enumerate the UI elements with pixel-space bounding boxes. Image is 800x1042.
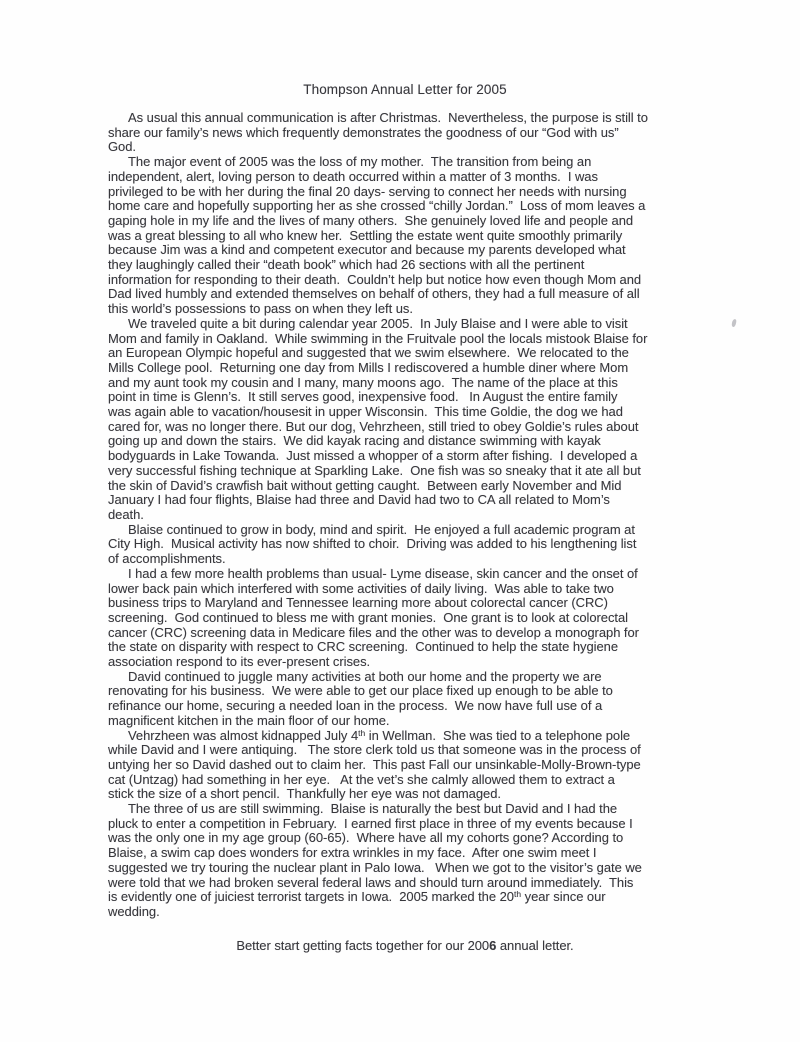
text-segment: suggested we try touring the nuclear plant in Palo Iowa. When we got to the visitor’s gate we bbox=[108, 859, 642, 875]
text-segment: Better start getting facts together for our 200 bbox=[236, 937, 490, 953]
text-segment: annual letter. bbox=[496, 937, 574, 953]
text-segment: share our family’s news which frequently demonstrates the goodness of our “God with us” bbox=[108, 124, 619, 140]
text-segment: Mills College pool. Returning one day from Mills I rediscovered a humble diner where Mom bbox=[108, 359, 629, 375]
text-segment: death. bbox=[108, 506, 144, 522]
text-line bbox=[108, 537, 702, 552]
text-segment: going up and down the stairs. We did kayak racing and distance swimming with kayak bbox=[108, 433, 601, 449]
letter-body bbox=[108, 111, 702, 920]
text-line bbox=[108, 567, 702, 582]
text-segment: refinance our home, securing a needed loan in the process. We now have full use of a bbox=[108, 698, 603, 714]
text-line bbox=[108, 773, 702, 788]
closing-line bbox=[108, 939, 702, 954]
text-segment: January I had four flights, Blaise had three and David had two to CA all related to Mom’s bbox=[108, 492, 610, 508]
text-line bbox=[108, 596, 702, 611]
text-line bbox=[108, 861, 702, 876]
text-segment: in Wellman. She was tied to a telephone pole bbox=[365, 727, 631, 743]
text-line bbox=[108, 611, 702, 626]
text-segment: We traveled quite a bit during calendar year 2005. In July Blaise and I were able to visit bbox=[128, 315, 628, 331]
text-segment: stick the size of a short pencil. Thankfully her eye was not damaged. bbox=[108, 786, 501, 802]
text-segment: screening. God continued to bless me with grant monies. One grant is to look at colorectal bbox=[108, 609, 629, 625]
text-line bbox=[108, 111, 702, 126]
text-segment: cancer (CRC) screening data in Medicare files and the other was to develop a monograph for bbox=[108, 624, 639, 640]
letter-title: Thompson Annual Letter for 2005 bbox=[303, 82, 507, 97]
text-line bbox=[108, 743, 702, 758]
text-line bbox=[108, 846, 702, 861]
text-segment: was the only one in my age group (60-65). Where have all my cohorts gone? According to bbox=[108, 830, 624, 846]
paragraph bbox=[108, 567, 702, 670]
text-line bbox=[108, 729, 702, 744]
text-segment: As usual this annual communication is after Christmas. Nevertheless, the purpose is still to bbox=[128, 110, 648, 125]
paragraph bbox=[108, 317, 702, 523]
text-segment: The three of us are still swimming. Blaise is naturally the best but David and I had the bbox=[128, 801, 618, 817]
text-segment: home care and hopefully supporting her as she crossed “chilly Jordan.” Loss of mom leaves a bbox=[108, 198, 646, 214]
text-line bbox=[108, 243, 702, 258]
text-segment: Blaise, a swim cap does wonders for extra wrinkles in my face. After one swim meet I bbox=[108, 845, 597, 861]
text-segment: association respond to its ever-present crises. bbox=[108, 654, 371, 670]
text-line bbox=[108, 493, 702, 508]
text-line bbox=[108, 626, 702, 641]
text-line bbox=[108, 346, 702, 361]
paragraph bbox=[108, 155, 702, 317]
text-segment: God. bbox=[108, 139, 136, 155]
text-segment: magnificent kitchen in the main floor of our home. bbox=[108, 712, 390, 728]
text-line bbox=[108, 655, 702, 670]
text-line bbox=[108, 420, 702, 435]
text-line bbox=[108, 670, 702, 685]
text-line bbox=[108, 317, 702, 332]
paragraph bbox=[108, 802, 702, 920]
text-line bbox=[108, 361, 702, 376]
paragraph bbox=[108, 670, 702, 729]
text-segment: cared for, was no longer there. But our dog, Vehrzheen, still tried to obey Goldie’s rules about bbox=[108, 418, 639, 434]
text-line bbox=[108, 890, 702, 905]
text-segment: were told that we had broken several federal laws and should turn around immediately. This bbox=[108, 874, 634, 890]
text-segment: an European Olympic hopeful and suggested that we swim elsewhere. We relocated to the bbox=[108, 345, 629, 361]
text-line bbox=[108, 714, 702, 729]
text-segment: 6 bbox=[489, 937, 497, 953]
text-segment: they laughingly called their “death book” which had 26 sections with all the pertinent bbox=[108, 257, 585, 273]
text-segment: privileged to be with her during the final 20 days- serving to connect her needs with nursing bbox=[108, 183, 627, 199]
text-line bbox=[108, 552, 702, 567]
text-segment: was a great blessing to all who knew her. Settling the estate went quite smoothly primarily bbox=[108, 227, 623, 243]
text-segment: City High. Musical activity has now shifted to choir. Driving was added to his lengthening list bbox=[108, 536, 637, 552]
text-segment: the skin of David’s crawfish bait without getting caught. Between early November and Mid bbox=[108, 477, 622, 493]
text-line bbox=[108, 508, 702, 523]
text-segment: independent, alert, loving person to death occurred within a matter of 3 months. I was bbox=[108, 168, 598, 184]
text-segment: bodyguards in Lake Towanda. Just missed a whopper of a storm after fishing. I developed a bbox=[108, 448, 638, 464]
text-segment: and my aunt took my cousin and I many, many moons ago. The name of the place at this bbox=[108, 374, 618, 390]
text-line bbox=[108, 185, 702, 200]
text-segment: very successful fishing technique at Sparkling Lake. One fish was so sneaky that it ate all but bbox=[108, 462, 641, 478]
text-segment: untying her so David dashed out to claim her. This past Fall our unsinkable-Molly-Brown-type bbox=[108, 756, 641, 772]
text-segment: Blaise continued to grow in body, mind and spirit. He enjoyed a full academic program at bbox=[128, 521, 635, 537]
superscript-text: th bbox=[513, 889, 522, 900]
text-segment: Vehrzheen was almost kidnapped July 4 bbox=[128, 727, 359, 743]
text-line bbox=[108, 126, 702, 141]
text-segment: renovating for his business. We were able to get our place fixed up enough to be able to bbox=[108, 683, 613, 699]
text-segment: of accomplishments. bbox=[108, 551, 226, 567]
text-segment: gaping hole in my life and the lives of many others. She genuinely loved life and people and bbox=[108, 212, 634, 228]
text-line bbox=[108, 699, 702, 714]
text-line bbox=[108, 449, 702, 464]
text-line bbox=[108, 479, 702, 494]
text-segment: Mom and family in Oakland. While swimming in the Fruitvale pool the locals mistook Blaise for bbox=[108, 330, 648, 346]
text-line bbox=[108, 229, 702, 244]
text-line bbox=[108, 332, 702, 347]
text-line bbox=[108, 287, 702, 302]
text-line bbox=[108, 684, 702, 699]
paragraph bbox=[108, 729, 702, 803]
text-line bbox=[108, 876, 702, 891]
text-segment: Dad lived humbly and extended themselves on behalf of others, they had a full measure of all bbox=[108, 286, 640, 302]
text-segment: wedding. bbox=[108, 903, 160, 919]
text-line bbox=[108, 273, 702, 288]
text-segment: the state on disparity with respect to CRC screening. Continued to help the state hygiene bbox=[108, 639, 619, 655]
paragraph bbox=[108, 523, 702, 567]
text-line bbox=[108, 258, 702, 273]
text-line bbox=[108, 302, 702, 317]
text-segment: year since our bbox=[521, 889, 606, 905]
paragraph bbox=[108, 111, 702, 155]
text-segment: lower back pain which interfered with some activities of daily living. Was able to take two bbox=[108, 580, 614, 596]
text-line bbox=[108, 802, 702, 817]
text-line bbox=[108, 214, 702, 229]
text-line bbox=[108, 582, 702, 597]
text-line bbox=[108, 831, 702, 846]
text-line bbox=[108, 155, 702, 170]
text-line bbox=[108, 640, 702, 655]
text-segment: pluck to enter a competition in February. I earned first place in three of my events because I bbox=[108, 815, 633, 831]
text-segment: this world’s possessions to pass on when they left us. bbox=[108, 301, 413, 317]
text-segment: while David and I were antiquing. The store clerk told us that someone was in the process of bbox=[108, 742, 641, 758]
text-line bbox=[108, 523, 702, 538]
text-segment: point in time is Glenn’s. It still serves good, inexpensive food. In August the entire family bbox=[108, 389, 618, 405]
text-segment: The major event of 2005 was the loss of my mother. The transition from being an bbox=[128, 154, 592, 170]
text-segment: is evidently one of juiciest terrorist targets in Iowa. 2005 marked the 20 bbox=[108, 889, 514, 905]
text-line bbox=[108, 464, 702, 479]
text-line bbox=[108, 905, 702, 920]
text-segment: was again able to vacation/housesit in upper Wisconsin. This time Goldie, the dog we had bbox=[108, 404, 623, 420]
text-line bbox=[108, 405, 702, 420]
text-segment: information for responding to their death. Couldn’t help but notice how even though Mom and bbox=[108, 271, 642, 287]
text-line bbox=[108, 787, 702, 802]
text-segment: David continued to juggle many activities at both our home and the property we are bbox=[128, 668, 602, 684]
text-line bbox=[108, 817, 702, 832]
text-line bbox=[108, 758, 702, 773]
text-line bbox=[108, 140, 702, 155]
text-segment: because Jim was a kind and competent executor and because my parents developed what bbox=[108, 242, 626, 258]
text-line bbox=[108, 199, 702, 214]
text-line bbox=[108, 170, 702, 185]
superscript-text: th bbox=[358, 727, 366, 738]
text-segment: cat (Untzag) had something in her eye. At the vet’s she calmly allowed them to extract a bbox=[108, 771, 615, 787]
text-segment: business trips to Maryland and Tennessee learning more about colorectal cancer (CRC) bbox=[108, 595, 608, 611]
text-line bbox=[108, 376, 702, 391]
text-line bbox=[108, 434, 702, 449]
text-line bbox=[108, 390, 702, 405]
text-segment: I had a few more health problems than usual- Lyme disease, skin cancer and the onset of bbox=[128, 565, 638, 581]
